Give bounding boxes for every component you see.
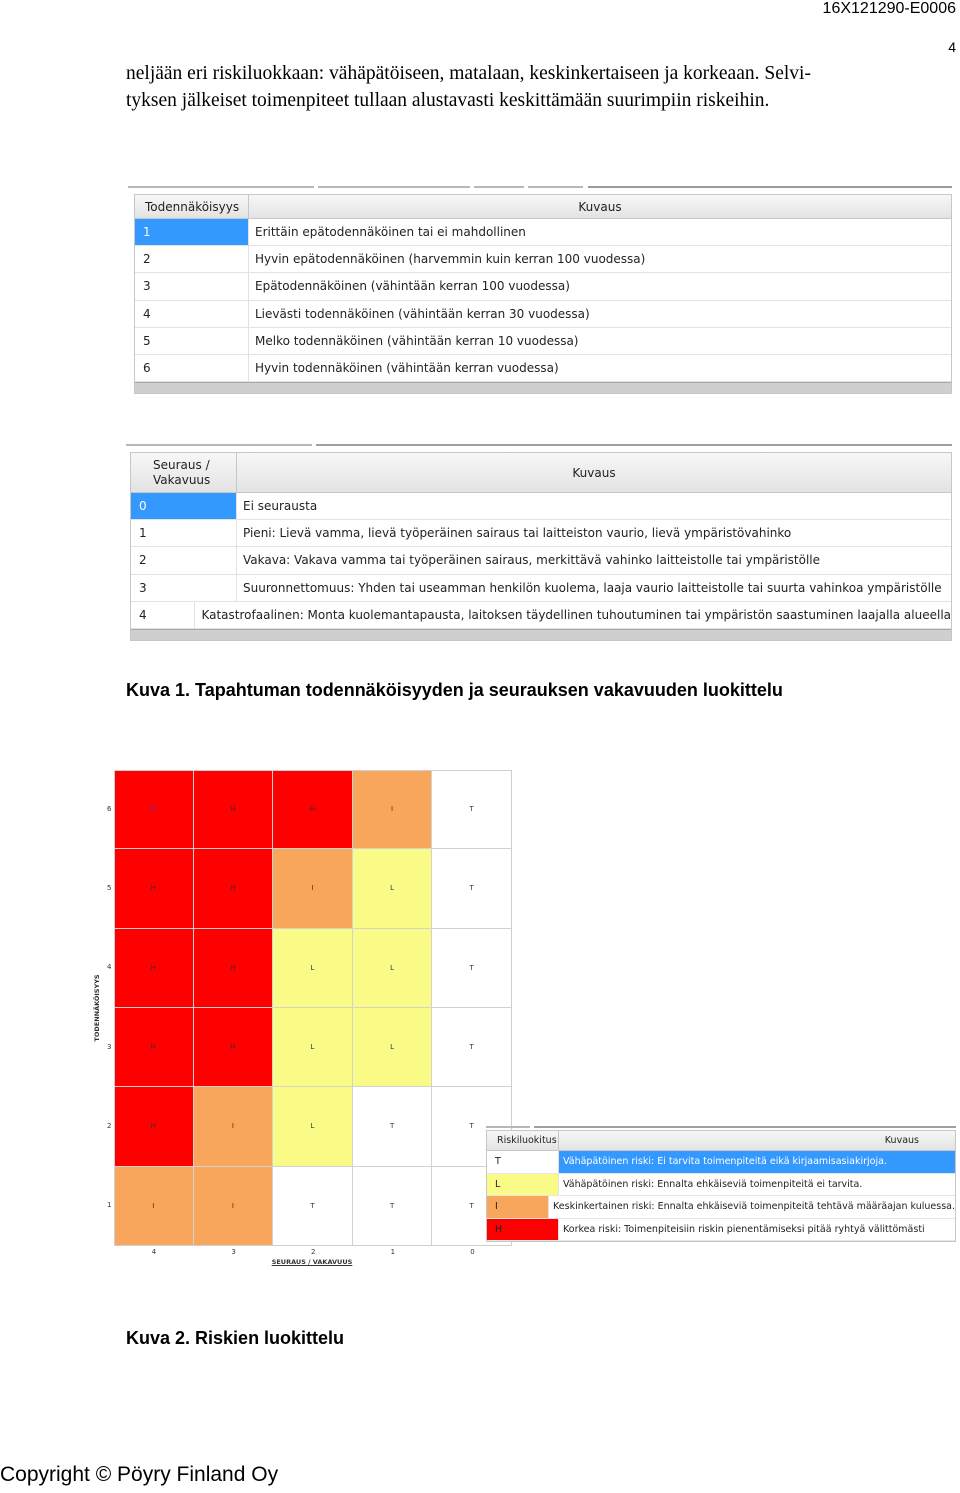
probability-level: 1 — [135, 219, 249, 245]
risk-cell: T — [353, 1167, 433, 1246]
severity-header-line-1: Seuraus / — [153, 457, 210, 472]
x-tick-label: 4 — [151, 1248, 157, 1256]
risk-cell: I — [194, 1167, 274, 1246]
probability-level: 3 — [135, 273, 249, 299]
probability-level: 4 — [135, 301, 249, 327]
table-row[interactable] — [131, 602, 951, 629]
severity-level: 0 — [131, 493, 237, 519]
x-tick-label: 0 — [470, 1248, 475, 1256]
severity-table-body — [131, 493, 951, 629]
risk-class-description: Vähäpätöinen riski: Ei tarvita toimenpiteitä eikä kirjaamisasiakirjoja. — [559, 1151, 955, 1173]
table-row[interactable] — [135, 273, 951, 300]
document-id: 16X121290-E0006 — [822, 0, 956, 17]
probability-column-header[interactable]: Todennäköisyys — [135, 195, 249, 218]
x-tick-label: 3 — [231, 1248, 236, 1256]
table-row[interactable] — [487, 1196, 955, 1219]
copyright-footer: Copyright © Pöyry Finland Oy — [0, 1463, 279, 1486]
y-tick-label: 3 — [107, 1042, 112, 1051]
probability-description: Lievästi todennäköinen (vähintään kerran 30 vuodessa) — [255, 306, 590, 321]
probability-description: Hyvin epätodennäköinen (harvemmin kuin kerran 100 vuodessa) — [255, 252, 646, 267]
risk-cell: T — [432, 1087, 512, 1166]
risk-class-column-header[interactable]: Riskiluokitus — [487, 1131, 559, 1150]
table-row[interactable] — [135, 355, 951, 382]
risk-cell: T — [432, 1167, 512, 1246]
risk-cell: H — [114, 1087, 194, 1166]
probability-description: Epätodennäköinen (vähintään kerran 100 vuodessa) — [255, 279, 570, 294]
table-row[interactable] — [487, 1151, 955, 1174]
probability-level: 2 — [135, 246, 249, 272]
severity-level: 2 — [131, 547, 237, 573]
y-tick-label: 6 — [107, 804, 112, 813]
risk-class-code: L — [487, 1174, 559, 1196]
risk-cell: T — [353, 1087, 433, 1166]
x-axis-title: SEURAUS / VAKAVUUS — [271, 1258, 353, 1266]
risk-cell: H — [273, 770, 353, 849]
severity-column-header[interactable] — [131, 453, 237, 492]
table-row[interactable] — [487, 1219, 955, 1242]
severity-level: 4 — [131, 602, 195, 628]
probability-description: Erittäin epätodennäköinen tai ei mahdollinen — [255, 225, 526, 240]
description-column-header[interactable]: Kuvaus — [578, 199, 622, 214]
table-row[interactable] — [135, 219, 951, 246]
horizontal-scrollbar[interactable] — [131, 629, 951, 640]
risk-matrix — [114, 770, 512, 1246]
severity-description: Katastrofaalinen: Monta kuolemantapausta, laitoksen täydellinen tuhoutuminen tai ympäristön saastuminen laajalla alueella — [201, 607, 951, 622]
table-row[interactable] — [135, 328, 951, 355]
y-tick-label: 4 — [107, 963, 112, 972]
risk-legend-header — [487, 1131, 955, 1151]
risk-legend-body — [487, 1151, 955, 1241]
risk-cell: I — [114, 1167, 194, 1246]
severity-table — [130, 452, 952, 641]
risk-cell: H — [194, 929, 274, 1008]
x-tick-label: 1 — [390, 1248, 396, 1256]
severity-table-screenshot — [126, 444, 952, 644]
severity-header-line-2: Vakavuus — [153, 472, 211, 487]
severity-table-header — [131, 453, 951, 493]
description-column-header[interactable]: Kuvaus — [572, 465, 616, 480]
risk-cell: L — [273, 1087, 353, 1166]
toolbar-strip — [128, 186, 952, 192]
risk-cell: H — [114, 1008, 194, 1087]
severity-description: Suuronnettomuus: Yhden tai useamman henkilön kuolema, laaja vaurio laitteistolle tai suurta vahinkoa ympäristölle — [243, 580, 942, 595]
paragraph-line-2: tyksen jälkeiset toimenpiteet tullaan alustavasti keskittämään suurimpiin riskeihin. — [126, 90, 770, 111]
table-row[interactable] — [131, 547, 951, 574]
y-tick-label: 1 — [107, 1201, 112, 1210]
risk-cell: T — [273, 1167, 353, 1246]
risk-cell: L — [273, 1008, 353, 1087]
toolbar-strip — [126, 444, 952, 450]
probability-table-header — [135, 195, 951, 219]
page-number: 4 — [948, 39, 956, 55]
probability-level: 6 — [135, 355, 249, 381]
probability-table-body — [135, 219, 951, 382]
severity-description: Pieni: Lievä vamma, lievä työperäinen sairaus tai laitteiston vaurio, lievä ympäristövahinko — [243, 526, 792, 541]
table-row[interactable] — [487, 1174, 955, 1197]
risk-cell: H — [194, 770, 274, 849]
severity-level: 1 — [131, 520, 237, 546]
probability-table-screenshot — [128, 186, 952, 392]
risk-cell: T — [432, 929, 512, 1008]
probability-table — [134, 194, 952, 394]
severity-level: 3 — [131, 575, 237, 601]
figure-caption-2: Kuva 2. Riskien luokittelu — [126, 1328, 345, 1348]
risk-cell: H — [114, 770, 194, 849]
risk-class-description: Keskinkertainen riski: Ennalta ehkäiseviä toimenpiteitä tehtävä määräajan kuluessa. — [553, 1201, 955, 1213]
risk-cell: I — [194, 1087, 274, 1166]
probability-description: Hyvin todennäköinen (vähintään kerran vuodessa) — [255, 361, 559, 376]
severity-description: Vakava: Vakava vamma tai työperäinen sairaus, merkittävä vahinko laitteistolle tai ympäristölle — [243, 553, 821, 568]
probability-level: 5 — [135, 328, 249, 354]
paragraph-line-1: neljään eri riskiluokkaan: vähäpätöiseen, matalaan, keskinkertaiseen ja korkeaan. Selvi- — [126, 63, 811, 84]
table-row[interactable] — [131, 493, 951, 520]
x-tick-label: 2 — [311, 1248, 316, 1256]
horizontal-scrollbar[interactable] — [135, 382, 951, 393]
y-axis-title: TODENNÄKÖISYYS — [93, 974, 101, 1042]
risk-cell: L — [353, 849, 433, 928]
risk-class-code: T — [487, 1151, 559, 1173]
y-tick-label: 2 — [107, 1122, 112, 1130]
risk-class-code: I — [487, 1196, 549, 1218]
toolbar-strip — [486, 1126, 956, 1130]
risk-cell: H — [114, 929, 194, 1008]
body-paragraph — [126, 60, 954, 114]
risk-legend-table — [486, 1130, 956, 1242]
figure-caption-1: Kuva 1. Tapahtuman todennäköisyyden ja seurauksen vakavuuden luokittelu — [126, 680, 783, 700]
risk-cell: I — [353, 770, 433, 849]
risk-cell: L — [273, 929, 353, 1008]
risk-legend-screenshot — [486, 1126, 956, 1242]
risk-class-description: Korkea riski: Toimenpiteisiin riskin pienentämiseksi pitää ryhtyä välittömästi — [563, 1223, 925, 1235]
description-column-header[interactable]: Kuvaus — [884, 1135, 919, 1146]
risk-cell: I — [273, 849, 353, 928]
table-row[interactable] — [135, 301, 951, 328]
risk-class-code: H — [487, 1219, 559, 1241]
risk-cell: T — [432, 849, 512, 928]
risk-cell: H — [194, 1008, 274, 1087]
risk-cell: T — [432, 770, 512, 849]
risk-class-description: Vähäpätöinen riski: Ennalta ehkäiseviä toimenpiteitä ei tarvita. — [563, 1178, 863, 1190]
table-row[interactable] — [131, 520, 951, 547]
risk-cell: L — [353, 1008, 433, 1087]
severity-description: Ei seurausta — [243, 499, 318, 514]
y-tick-label: 5 — [107, 884, 112, 892]
risk-cell: H — [114, 849, 194, 928]
table-row[interactable] — [135, 246, 951, 273]
table-row[interactable] — [131, 575, 951, 602]
risk-cell: H — [194, 849, 274, 928]
probability-description: Melko todennäköinen (vähintään kerran 10 vuodessa) — [255, 333, 579, 348]
risk-cell: T — [432, 1008, 512, 1087]
risk-cell: L — [353, 929, 433, 1008]
